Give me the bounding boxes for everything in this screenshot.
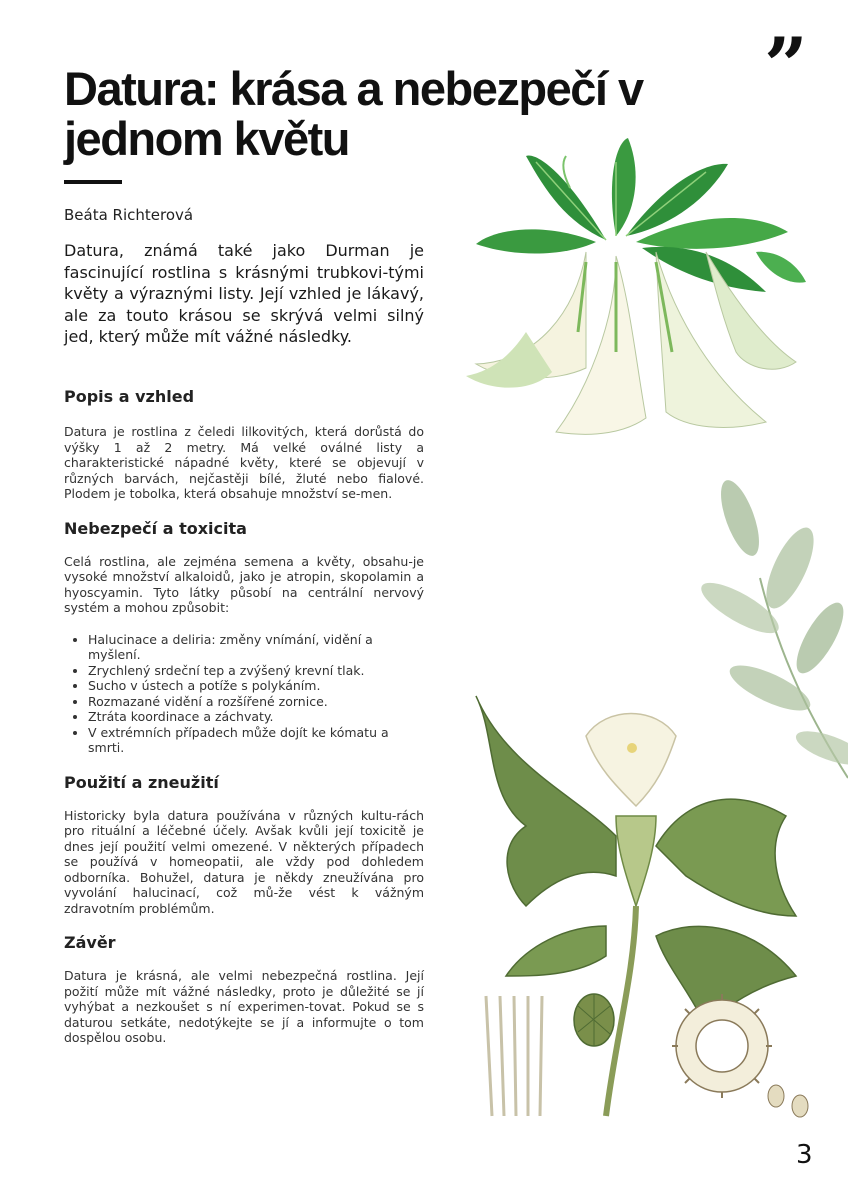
page-title: Datura: krása a nebezpečí v jednom květu [64,62,643,165]
article-body [64,386,424,1046]
section-heading-description: Popis a vzhled [64,387,195,406]
stamens-icon [486,996,542,1116]
section-heading-conclusion: Závěr [64,933,116,952]
section-text-conclusion: Datura je krásná, ale velmi nebezpečná rostlina. Její požití může mít vážné následky, proto je důležité se jí vyhýbat a nezkoušet s ní experimen-tovat. Pokud se s daturou setkáte, nedotýkejte se jí a informujte o tom dospělou osobu. [64,968,424,1045]
list-item: • Ztráta koordinace a záchvaty. [88,709,424,725]
botanical-plate-illustration [466,676,816,1136]
list-item: • Zrychlený srdeční tep a zvýšený krevní tlak. [88,663,424,679]
seed-pod-icon [574,994,614,1046]
effects-list [64,632,424,756]
quote-mark-icon: ” [764,21,808,110]
section-text-description: Datura je rostlina z čeledi lilkovitých, která dorůstá do výšky 1 až 2 metry. Má velké oválné listy a charakteristické nápadné květy, které se objevují v různých barvách, nejčastěji bílé, žluté nebo fialové. Plodem je tobolka, která obsahuje množství se-men. [64,424,424,501]
section-heading-usage: Použití a zneužití [64,772,219,792]
section-text-usage: Historicky byla datura používána v různých kultu-rách pro rituální a léčebné účely. Avšak kvůli její toxicitě je dnes její použití velmi omezené. V některých případech se používá v homeopatii, ale vždy pod dohledem odborníka. Bohužel, datura je někdy zneužívána pro vyvolání halucinací, což mů-že vést k vážným zdravotním problémům. [64,807,424,916]
intro-paragraph: Datura, známá také jako Durman je fascinující rostlina s krásnými trubkovi-tými květy a výraznými listy. Její vzhled je lákavý, ale za touto krásou se skrývá velmi silný jed, který může mít vážné následky. [64,241,424,346]
list-item: • Sucho v ústech a potíže s polykáním. [88,678,424,694]
spiky-capsule-icon [672,994,772,1098]
list-item: • Rozmazané vidění a rozšířené zornice. [88,694,424,710]
list-item: • V extrémních případech může dojít ke kómatu a smrti. [88,725,424,756]
section-heading-toxicity: Nebezpečí a toxicita [64,518,247,538]
seeds-icon [768,1085,808,1117]
datura-flowers-illustration [466,132,812,472]
datura-flower-icon [586,714,676,907]
leaf-cluster-icon [476,138,806,292]
section-text-toxicity: Celá rostlina, ale zejména semena a květy, obsahu-je vysoké množství alkaloidů, jako je atropin, skopolamin a hyoscyamin. Tyto látky působí na centrální nervový systém a mohou způsobit: [64,553,424,615]
title-divider [64,180,122,184]
list-item: • Halucinace a deliria: změny vnímání, vidění a myšlení. [88,632,424,663]
page-number: 3 [796,1140,813,1170]
author-name: Beáta Richterová [64,206,194,224]
